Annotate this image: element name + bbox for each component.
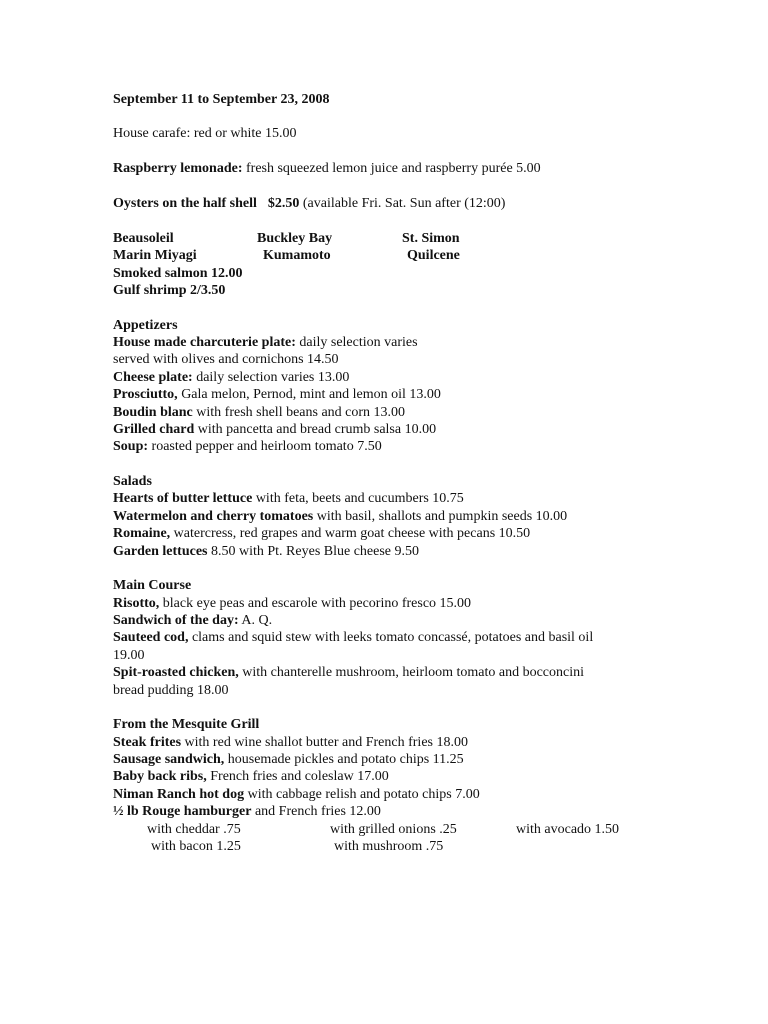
menu-item-continued: 19.00 [113,648,145,663]
gulf-shrimp: Gulf shrimp 2/3.50 [113,283,226,298]
oyster-variety: Marin Miyagi [113,248,197,263]
oyster-variety: Beausoleil [113,231,174,246]
menu-item: Hearts of butter lettuce with feta, beets and cucumbers 10.75 [113,491,464,506]
oyster-variety: Quilcene [407,248,460,263]
menu-item: Garden lettuces 8.50 with Pt. Reyes Blue cheese 9.50 [113,544,420,559]
menu-item: Cheese plate: daily selection varies 13.00 [113,370,350,385]
menu-item: Risotto, black eye peas and escarole with pecorino fresco 15.00 [113,596,472,611]
menu-item: Romaine, watercress, red grapes and warm goat cheese with pecans 10.50 [113,526,531,541]
smoked-salmon: Smoked salmon 12.00 [113,266,243,281]
menu-item: Spit-roasted chicken, with chanterelle mushroom, heirloom tomato and bocconcini [113,665,584,680]
menu-item: Grilled chard with pancetta and bread crumb salsa 10.00 [113,422,437,437]
menu-item: Sausage sandwich, housemade pickles and potato chips 11.25 [113,752,464,767]
menu-item: Baby back ribs, French fries and coleslaw 17.00 [113,769,389,784]
section-heading-appetizers: Appetizers [113,318,178,333]
menu-item: Sandwich of the day: A. Q. [113,613,273,628]
menu-item: Sauteed cod, clams and squid stew with leeks tomato concassé, potatoes and basil oil [113,630,594,645]
oysters-line: Oysters on the half shell $2.50 (available Fri. Sat. Sun after (12:00) [113,196,506,211]
addon-option: with avocado 1.50 [516,822,620,837]
menu-item: Prosciutto, Gala melon, Pernod, mint and lemon oil 13.00 [113,387,441,402]
house-carafe: House carafe: red or white 15.00 [113,126,297,141]
menu-item-continued: bread pudding 18.00 [113,683,229,698]
menu-item-continued: served with olives and cornichons 14.50 [113,352,339,367]
raspberry-lemonade: Raspberry lemonade: fresh squeezed lemon juice and raspberry purée 5.00 [113,161,541,176]
oyster-variety: Buckley Bay [257,231,333,246]
addon-option: with bacon 1.25 [151,839,241,854]
addon-option: with cheddar .75 [147,822,241,837]
oyster-variety: Kumamoto [263,248,331,263]
section-heading-main-course: Main Course [113,578,192,593]
addon-option: with mushroom .75 [334,839,444,854]
menu-item: Steak frites with red wine shallot butter and French fries 18.00 [113,735,468,750]
date-range: September 11 to September 23, 2008 [113,92,330,107]
section-heading-salads: Salads [113,474,152,489]
menu-item: Soup: roasted pepper and heirloom tomato 7.50 [113,439,382,454]
menu-item: Boudin blanc with fresh shell beans and corn 13.00 [113,405,406,420]
menu-item: House made charcuterie plate: daily selection varies [113,335,418,350]
menu-item: ½ lb Rouge hamburger and French fries 12.00 [113,804,381,819]
menu-item: Watermelon and cherry tomatoes with basil, shallots and pumpkin seeds 10.00 [113,509,568,524]
menu-item: Niman Ranch hot dog with cabbage relish and potato chips 7.00 [113,787,480,802]
addon-option: with grilled onions .25 [330,822,457,837]
oyster-variety: St. Simon [402,231,460,246]
section-heading-grill: From the Mesquite Grill [113,717,260,732]
